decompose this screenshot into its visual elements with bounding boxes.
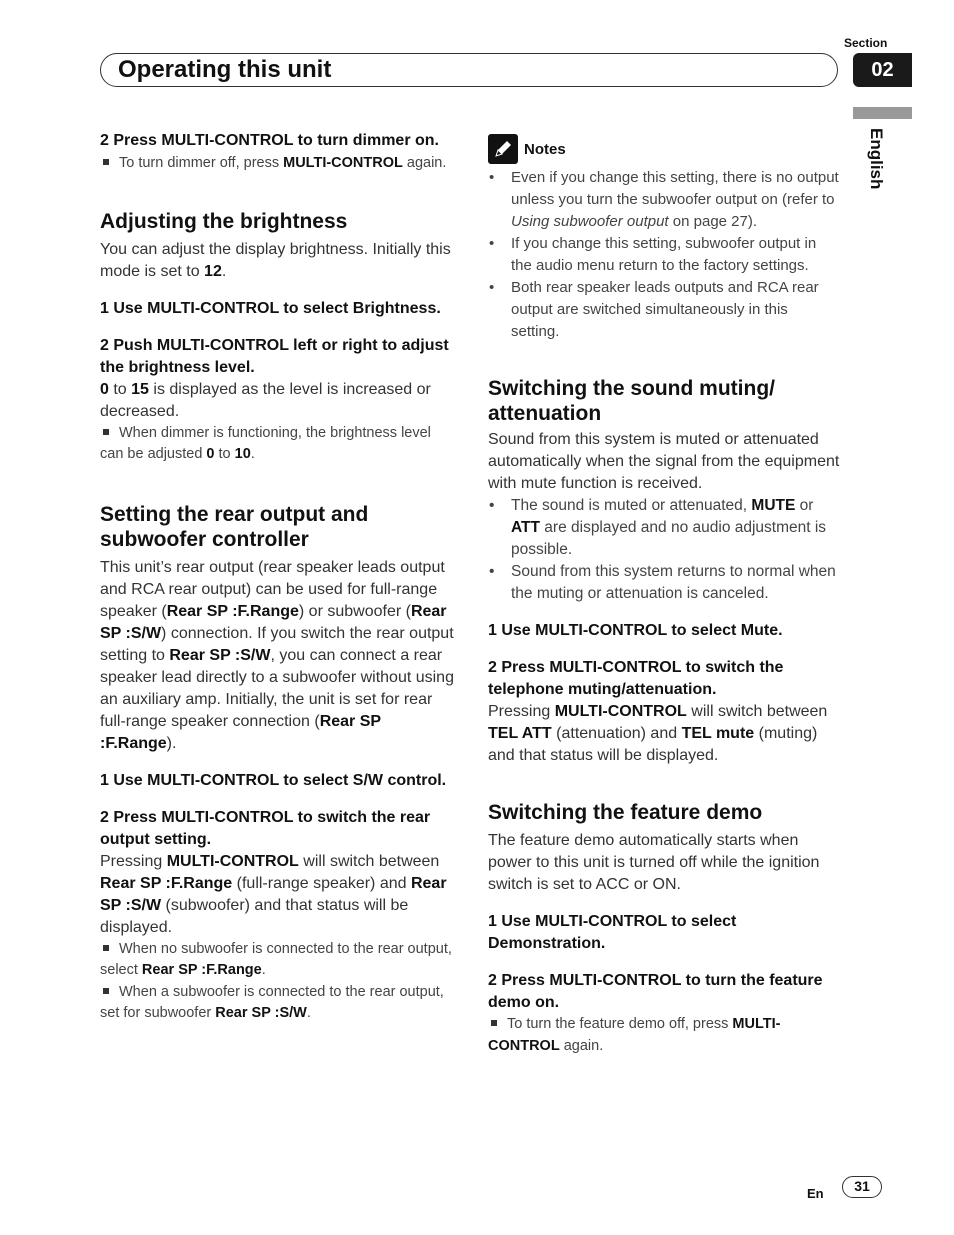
notes-header — [488, 134, 840, 164]
footer-language: En — [807, 1186, 824, 1201]
note-item: • Even if you change this setting, there is no output unless you turn the subwoofer output on (refer to Using subwoofer output on page 27). — [488, 167, 840, 233]
language-tab — [860, 128, 890, 208]
rear-output-intro: This unit’s rear output (rear speaker leads output and RCA rear output) can be used for full-range speaker (Rear SP :F.Range) or subwoofer (Rear SP :S/W) connection. If you switch the rear output setting to Rear SP :S/W, you can connect a rear speaker lead directly to a subwoofer without using an auxiliary amp. Initially, the unit is set for rear full-range speaker connection (Rear SP :F.Range). — [100, 558, 454, 752]
pencil-icon — [488, 134, 518, 164]
rear-output-result: Pressing MULTI-CONTROL will switch between Rear SP :F.Range (full-range speaker) and Rear SP :S/W (subwoofer) and that status will be displayed. — [100, 852, 447, 936]
brightness-note: When dimmer is functioning, the brightness level can be adjusted 0 to 10. — [100, 424, 431, 462]
rear-output-note1: When no subwoofer is connected to the rear output, select Rear SP :F.Range. — [100, 940, 452, 978]
demo-step1: 1 Use MULTI-CONTROL to select Demonstration. — [488, 913, 737, 952]
square-bullet-icon — [103, 159, 109, 165]
note-dimmer: To turn dimmer off, press MULTI-CONTROL again. — [100, 153, 454, 175]
muting-result: Pressing MULTI-CONTROL will switch between TEL ATT (attenuation) and TEL mute (muting) and that status will be displayed. — [488, 703, 828, 764]
brightness-intro: You can adjust the display brightness. Initially this mode is set to 12. — [100, 240, 451, 280]
step-dimmer: 2 Press MULTI-CONTROL to turn dimmer on. — [100, 132, 439, 149]
heading-rear-output: Setting the rear output and subwoofer controller — [100, 502, 369, 551]
brightness-step2: 2 Push MULTI-CONTROL left or right to adjust the brightness level. — [100, 336, 449, 376]
note-item: • If you change this setting, subwoofer output in the audio menu return to the factory settings. — [488, 233, 840, 277]
square-bullet-icon — [103, 988, 109, 994]
demo-intro: The feature demo automatically starts when power to this unit is turned off while the ignition switch is set to ACC or ON. — [488, 832, 820, 893]
page-title: Operating this unit — [118, 56, 332, 83]
heading-demo: Switching the feature demo — [488, 801, 763, 824]
note-item: • Both rear speaker leads outputs and RCA rear output are switched simultaneously in this setting. — [488, 277, 840, 343]
square-bullet-icon — [491, 1020, 497, 1026]
muting-bullet-1: • The sound is muted or attenuated, MUTE or ATT are displayed and no audio adjustment is possible. — [488, 495, 840, 561]
demo-step2: 2 Press MULTI-CONTROL to turn the feature demo on. — [488, 972, 823, 1011]
rear-output-step2: 2 Press MULTI-CONTROL to switch the rear output setting. — [100, 808, 431, 848]
square-bullet-icon — [103, 429, 109, 435]
page-number: 31 — [842, 1176, 882, 1198]
right-column — [488, 134, 840, 1057]
section-label: Section — [844, 36, 888, 50]
muting-step2: 2 Press MULTI-CONTROL to switch the telephone muting/attenuation. — [488, 659, 784, 698]
demo-note: To turn the feature demo off, press MULTI-CONTROL again. — [488, 1016, 781, 1054]
muting-intro: Sound from this system is muted or attenuated automatically when the signal from the equipment with mute function is received. — [488, 431, 840, 492]
muting-step1: 1 Use MULTI-CONTROL to select Mute. — [488, 622, 783, 639]
section-number-badge: 02 — [853, 53, 912, 87]
brightness-range: 0 to 15 is displayed as the level is increased or decreased. — [100, 380, 431, 420]
rear-output-note2: When a subwoofer is connected to the rear output, set for subwoofer Rear SP :S/W. — [100, 983, 444, 1021]
heading-brightness: Adjusting the brightness — [100, 209, 348, 233]
left-column — [100, 130, 454, 1025]
language-tab-label: English — [867, 128, 886, 190]
language-tab-bar — [853, 107, 912, 119]
square-bullet-icon — [103, 945, 109, 951]
muting-bullet-2: • Sound from this system returns to normal when the muting or attenuation is canceled. — [488, 561, 840, 605]
heading-muting: Switching the sound muting/ attenuation — [488, 377, 775, 425]
brightness-step1: 1 Use MULTI-CONTROL to select Brightness. — [100, 299, 441, 317]
notes-label: Notes — [524, 140, 566, 158]
rear-output-step1: 1 Use MULTI-CONTROL to select S/W control. — [100, 771, 447, 789]
